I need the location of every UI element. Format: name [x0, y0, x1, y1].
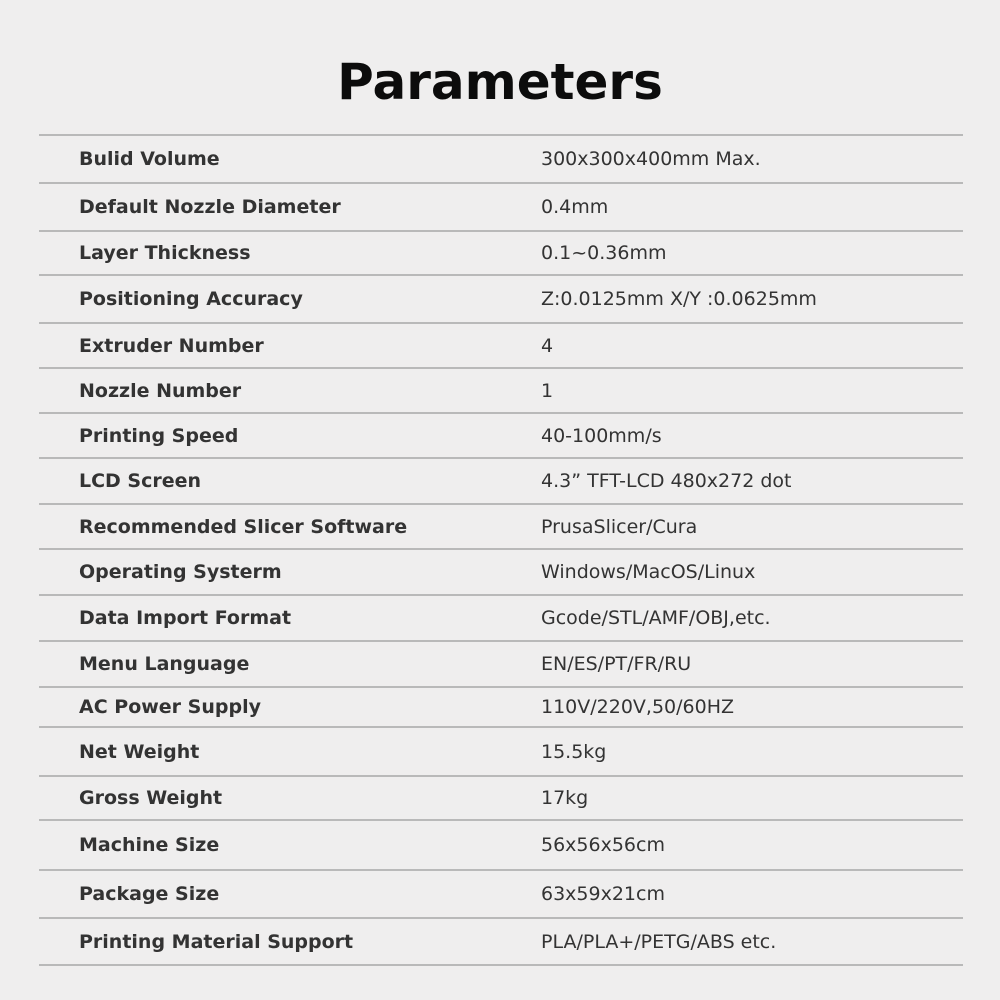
table-row: [39, 869, 963, 917]
row-value: PrusaSlicer/Cura: [541, 515, 698, 538]
row-label: Layer Thickness: [79, 242, 251, 264]
row-value: 110V/220V,50/60HZ: [541, 696, 735, 718]
table-row: [39, 134, 963, 182]
row-label: Gross Weight: [79, 787, 223, 809]
table-row: [39, 640, 963, 686]
row-value: 1: [541, 379, 554, 402]
table-row: [39, 775, 963, 819]
row-value: Gcode/STL/AMF/OBJ,etc.: [541, 607, 771, 629]
table-row: [39, 548, 963, 594]
row-label: Menu Language: [79, 653, 250, 675]
table-row: [39, 594, 963, 640]
row-value: 56x56x56cm: [541, 834, 665, 856]
table-row: [39, 503, 963, 548]
table-row: [39, 367, 963, 412]
row-value: 4: [541, 334, 554, 357]
table-row: [39, 917, 963, 966]
table-row: [39, 412, 963, 457]
row-label: Recommended Slicer Software: [79, 515, 408, 538]
row-label: Printing Material Support: [79, 930, 354, 953]
row-value: EN/ES/PT/FR/RU: [541, 653, 692, 675]
row-label: Net Weight: [79, 740, 200, 763]
page-title: Parameters: [337, 53, 663, 111]
row-value: PLA/PLA+/PETG/ABS etc.: [541, 930, 777, 953]
table-row: [39, 274, 963, 322]
table-row: [39, 819, 963, 869]
row-label: Extruder Number: [79, 334, 264, 357]
row-label: Printing Speed: [79, 424, 239, 447]
row-value: 17kg: [541, 787, 589, 809]
row-value: 0.1~0.36mm: [541, 242, 667, 264]
row-label: Operating Systerm: [79, 561, 282, 583]
table-row: [39, 230, 963, 274]
table-row: [39, 322, 963, 367]
row-label: Machine Size: [79, 834, 220, 856]
row-label: Package Size: [79, 883, 220, 905]
row-label: AC Power Supply: [79, 696, 261, 718]
row-value: 15.5kg: [541, 740, 607, 763]
row-label: Data Import Format: [79, 607, 292, 629]
row-label: Default Nozzle Diameter: [79, 196, 341, 218]
row-label: Nozzle Number: [79, 379, 242, 402]
row-value: 300x300x400mm Max.: [541, 148, 761, 170]
row-label: Bulid Volume: [79, 148, 220, 170]
table-row: [39, 726, 963, 775]
row-value: 0.4mm: [541, 196, 609, 218]
row-label: Positioning Accuracy: [79, 288, 303, 310]
row-label: LCD Screen: [79, 470, 202, 492]
row-value: 40-100mm/s: [541, 424, 662, 447]
table-row: [39, 686, 963, 726]
row-value: 4.3” TFT-LCD 480x272 dot: [541, 470, 792, 492]
row-value: Z:0.0125mm X/Y :0.0625mm: [541, 288, 817, 310]
row-value: Windows/MacOS/Linux: [541, 561, 756, 583]
row-value: 63x59x21cm: [541, 883, 665, 905]
table-row: [39, 182, 963, 230]
table-row: [39, 457, 963, 503]
